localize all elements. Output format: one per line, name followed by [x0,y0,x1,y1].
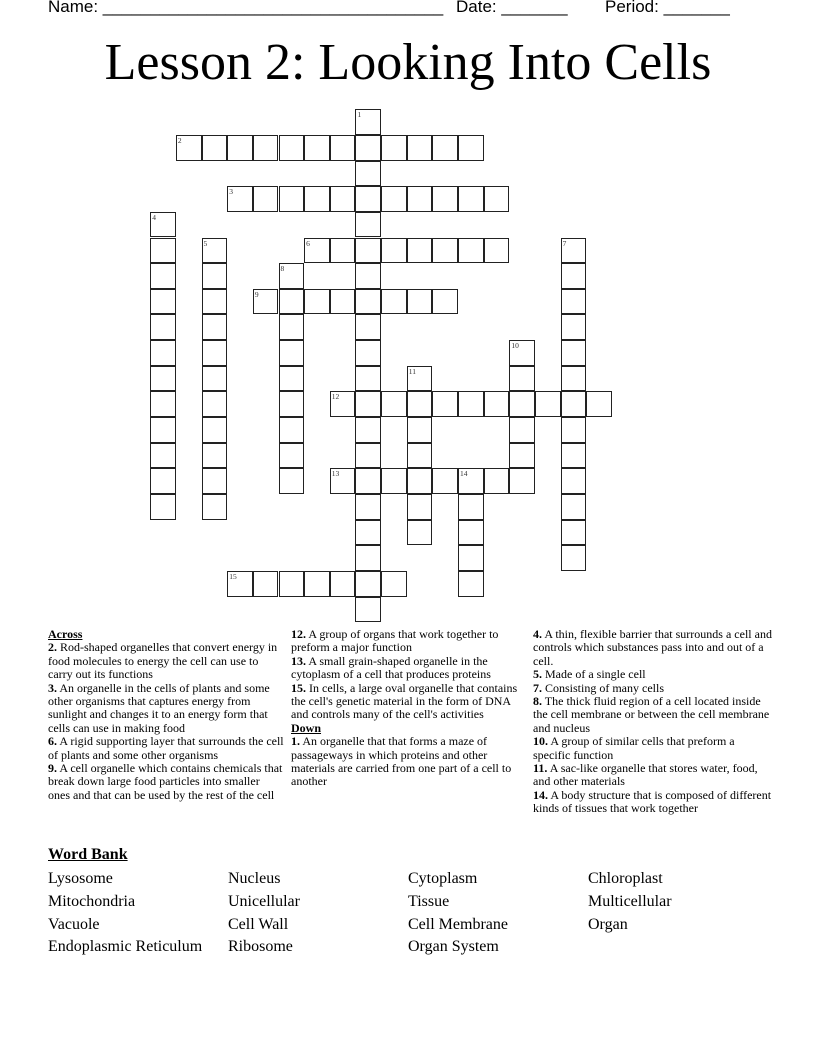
crossword-cell[interactable] [432,135,458,161]
clue-across-15 [291,682,527,722]
crossword-cell[interactable] [407,468,433,494]
across-heading: Across [48,627,83,641]
clue-number: 11. [533,761,548,776]
clue-number: 5. [533,667,542,682]
crossword-cell[interactable] [407,366,433,392]
crossword-cell[interactable] [561,545,587,571]
crossword-cell[interactable] [355,366,381,392]
crossword-cell[interactable] [253,571,279,597]
crossword-cell[interactable] [381,289,407,315]
crossword-cell[interactable] [253,186,279,212]
clue-number-label: 2 [177,135,182,145]
clue-number: 15. [291,680,306,695]
word-bank-item: Unicellular [228,892,300,910]
crossword-cell[interactable] [355,186,381,212]
crossword-cell[interactable] [150,289,176,315]
student-info-header [48,0,768,19]
crossword-cell[interactable] [150,494,176,520]
crossword-cell[interactable] [355,212,381,238]
clue-text: A cell organelle which contains chemicals that break down large food particles into smaller ones and that can be used by the rest of the cell [48,761,283,802]
crossword-cell[interactable] [150,417,176,443]
word-bank-item: Tissue [408,892,450,910]
clue-down-4 [533,628,773,668]
clue-across-9 [48,762,284,802]
crossword-cell[interactable] [561,289,587,315]
crossword-cell[interactable] [150,391,176,417]
clue-number: 1. [291,734,300,749]
crossword-cell[interactable] [458,391,484,417]
crossword-cell[interactable] [355,314,381,340]
crossword-cell[interactable] [484,468,510,494]
word-bank-item: Multicellular [588,892,672,910]
crossword-cell[interactable] [561,417,587,443]
crossword-cell[interactable] [381,186,407,212]
crossword-cell[interactable] [407,494,433,520]
period-field[interactable]: Period: _______ [605,0,730,16]
crossword-cell[interactable] [458,238,484,264]
crossword-cell[interactable] [586,391,612,417]
clue-down-14 [533,789,773,816]
crossword-cell[interactable] [150,263,176,289]
crossword-cell[interactable] [279,417,305,443]
crossword-cell[interactable] [150,238,176,264]
crossword-cell[interactable] [355,161,381,187]
crossword-cell[interactable] [432,468,458,494]
crossword-cell[interactable] [407,443,433,469]
crossword-cell[interactable] [561,494,587,520]
crossword-cell[interactable] [458,494,484,520]
word-bank-item: Cytoplasm [408,870,478,887]
clue-down-11 [533,762,773,789]
crossword-cell[interactable] [432,238,458,264]
crossword-cell[interactable] [355,545,381,571]
crossword-cell[interactable] [381,468,407,494]
crossword-cell[interactable] [355,135,381,161]
name-field[interactable]: Name: ____________________________________ [48,0,444,16]
clue-number-label: 3 [229,187,233,197]
clue-number-label: 12 [331,392,340,402]
word-bank-list [48,868,768,959]
crossword-cell[interactable] [304,186,330,212]
word-bank-item: Organ [588,915,628,933]
crossword-cell[interactable] [561,340,587,366]
clue-text: An organelle that that forms a maze of passageways in which proteins and other materials are carried from one part of a cell to another [291,734,512,789]
clues-column-3 [533,628,773,816]
crossword-cell[interactable] [279,571,305,597]
date-field[interactable]: Date: _______ [456,0,568,16]
clue-number: 6. [48,734,57,749]
clue-down-8 [533,695,773,735]
crossword-cell[interactable] [202,340,228,366]
crossword-cell[interactable] [458,186,484,212]
crossword-cell[interactable] [253,289,279,315]
crossword-cell[interactable] [150,468,176,494]
clue-number: 7. [533,680,542,695]
clue-number-label: 9 [254,289,259,299]
clue-number-label: 4 [152,212,156,222]
clue-across-2 [48,641,284,681]
crossword-cell[interactable] [561,366,587,392]
crossword-cell[interactable] [561,238,587,264]
crossword-cell[interactable] [484,186,510,212]
clue-number: 13. [291,653,306,668]
clue-text: A thin, flexible barrier that surrounds a cell and controls which substances pass into and out of a cell. [533,627,772,668]
crossword-cell[interactable] [202,468,228,494]
crossword-cell[interactable] [150,340,176,366]
clue-number-label: 7 [562,238,567,248]
crossword-cell[interactable] [202,289,228,315]
crossword-cell[interactable] [202,263,228,289]
clue-text: Consisting of many cells [545,680,664,695]
crossword-cell[interactable] [432,391,458,417]
clue-number: 4. [533,627,542,641]
clue-number: 8. [533,694,542,709]
word-bank-item: Lysosome [48,870,113,887]
clue-number-label: 1 [357,110,362,120]
crossword-cell[interactable] [561,520,587,546]
clue-text: A rigid supporting layer that surrounds the cell of plants and some other organisms [48,734,284,762]
clue-number: 9. [48,761,57,776]
crossword-cell[interactable] [381,135,407,161]
clue-down-10 [533,735,773,762]
clue-number-label: 5 [203,238,208,248]
crossword-cell[interactable] [509,468,535,494]
crossword-cell[interactable] [355,494,381,520]
word-bank-item: Endoplasmic Reticulum [48,938,203,956]
word-bank-item: Cell Wall [228,915,289,933]
clue-text: A body structure that is composed of different kinds of tissues that work together [533,787,772,816]
crossword-cell[interactable] [279,314,305,340]
clue-across-6 [48,735,284,762]
clue-down-7 [533,682,773,695]
crossword-cell[interactable] [509,417,535,443]
clue-text: In cells, a large oval organelle that contains the cell's genetic material in the form of DNA and controls many of the cell's activities [291,680,518,722]
crossword-cell[interactable] [355,109,381,135]
crossword-cell[interactable] [381,571,407,597]
word-bank-item: Mitochondria [48,892,136,910]
crossword-cell[interactable] [355,238,381,264]
crossword-cell[interactable] [484,391,510,417]
crossword-cell[interactable] [355,391,381,417]
word-bank-item: Chloroplast [588,870,663,887]
clue-number-label: 6 [306,238,310,248]
crossword-cell[interactable] [279,186,305,212]
crossword-cell[interactable] [279,391,305,417]
word-bank-item: Vacuole [48,915,100,933]
word-bank-item: Organ System [408,938,499,956]
clue-text: A group of similar cells that preform a specific function [533,734,735,762]
crossword-cell[interactable] [458,468,484,494]
crossword-cell[interactable] [202,366,228,392]
crossword-cell[interactable] [509,366,535,392]
crossword-cell[interactable] [561,391,587,417]
crossword-cell[interactable] [458,135,484,161]
crossword-cell[interactable] [330,468,356,494]
page-title: Lesson 2: Looking Into Cells [104,34,712,91]
crossword-cell[interactable] [202,238,228,264]
crossword-cell[interactable] [535,391,561,417]
clue-across-3 [48,682,284,736]
crossword-cell[interactable] [330,186,356,212]
crossword-cell[interactable] [330,391,356,417]
crossword-cell[interactable] [407,289,433,315]
crossword-cell[interactable] [432,186,458,212]
crossword-cell[interactable] [202,391,228,417]
crossword-cell[interactable] [458,545,484,571]
crossword-cell[interactable] [202,417,228,443]
crossword-cell[interactable] [202,135,228,161]
crossword-cell[interactable] [561,263,587,289]
crossword-cell[interactable] [458,571,484,597]
clue-down-5 [533,668,773,681]
crossword-cell[interactable] [458,520,484,546]
clue-number: 3. [48,680,57,695]
crossword-cell[interactable] [355,571,381,597]
clue-number-label: 14 [460,469,468,479]
crossword-cell[interactable] [330,238,356,264]
crossword-cell[interactable] [279,443,305,469]
crossword-cell[interactable] [355,597,381,623]
crossword-cell[interactable] [509,443,535,469]
clue-text: A group of organs that work together to preform a major function [291,627,499,655]
crossword-cell[interactable] [330,289,356,315]
clue-number: 2. [48,640,57,655]
crossword-cell[interactable] [150,366,176,392]
crossword-cell[interactable] [407,186,433,212]
clue-number: 14. [533,787,548,802]
clue-across-13 [291,655,527,682]
clue-down-1 [291,735,527,789]
clue-number: 10. [533,734,548,749]
word-bank-item: Nucleus [228,870,281,887]
crossword-cell[interactable] [330,571,356,597]
crossword-cell[interactable] [150,443,176,469]
clue-text: Rod-shaped organelles that convert energy in food molecules to energy the cell can use to carry out its functions [48,640,278,682]
crossword-cell[interactable] [279,366,305,392]
clue-text: An organelle in the cells of plants and some other organisms that captures energy from sunlight and changes it to an energy form that cells can use in making food [48,680,270,735]
crossword-cell[interactable] [509,340,535,366]
crossword-cell[interactable] [407,238,433,264]
word-bank-item: Ribosome [228,938,293,956]
crossword-cell[interactable] [381,238,407,264]
crossword-cell[interactable] [355,443,381,469]
crossword-cell[interactable] [279,135,305,161]
crossword-cell[interactable] [355,263,381,289]
clue-number-label: 13 [331,469,340,479]
word-bank-title: Word Bank [48,846,128,863]
crossword-cell[interactable] [561,443,587,469]
clue-text: A sac-like organelle that stores water, food, and other materials [533,761,758,789]
crossword-cell[interactable] [330,135,356,161]
crossword-cell[interactable] [227,135,253,161]
crossword-cell[interactable] [279,340,305,366]
crossword-cell[interactable] [355,520,381,546]
crossword-cell[interactable] [355,340,381,366]
crossword-cell[interactable] [381,391,407,417]
crossword-cell[interactable] [279,468,305,494]
crossword-cell[interactable] [150,314,176,340]
word-bank [48,844,768,959]
clue-number-label: 10 [511,341,519,351]
crossword-cell[interactable] [279,263,305,289]
crossword-cell[interactable] [509,391,535,417]
crossword-cell[interactable] [432,289,458,315]
crossword-cell[interactable] [202,314,228,340]
crossword-cell[interactable] [304,289,330,315]
crossword-cell[interactable] [202,494,228,520]
crossword-cell[interactable] [227,186,253,212]
crossword-cell[interactable] [561,314,587,340]
down-heading: Down [291,720,322,735]
crossword-cell[interactable] [355,417,381,443]
crossword-cell[interactable] [304,238,330,264]
clues-column-2 [291,628,527,789]
clue-number-label: 15 [229,571,237,581]
clue-text: A small grain-shaped organelle in the cytoplasm of a cell that produces proteins [291,653,491,682]
clues-column-1 [48,628,284,802]
crossword-cell[interactable] [355,468,381,494]
clue-text: Made of a single cell [545,667,646,682]
crossword-cell[interactable] [355,289,381,315]
clue-number-label: 8 [280,264,285,274]
clue-number-label: 11 [408,366,416,376]
crossword-cell[interactable] [227,571,253,597]
word-bank-item: Cell Membrane [408,915,508,933]
crossword-cell[interactable] [407,520,433,546]
crossword-cell[interactable] [253,135,279,161]
clue-text: The thick fluid region of a cell located inside the cell membrane or between the cell membrane and nucleus [533,694,770,735]
crossword-cell[interactable] [407,417,433,443]
crossword-cell[interactable] [304,135,330,161]
crossword-cell[interactable] [407,135,433,161]
clue-number: 12. [291,627,306,641]
crossword-cell[interactable] [561,468,587,494]
crossword-cell[interactable] [202,443,228,469]
crossword-cell[interactable] [150,212,176,238]
clue-across-12 [291,628,527,655]
crossword-cell[interactable] [176,135,202,161]
crossword-cell[interactable] [484,238,510,264]
crossword-cell[interactable] [279,289,305,315]
crossword-cell[interactable] [304,571,330,597]
crossword-cell[interactable] [407,391,433,417]
